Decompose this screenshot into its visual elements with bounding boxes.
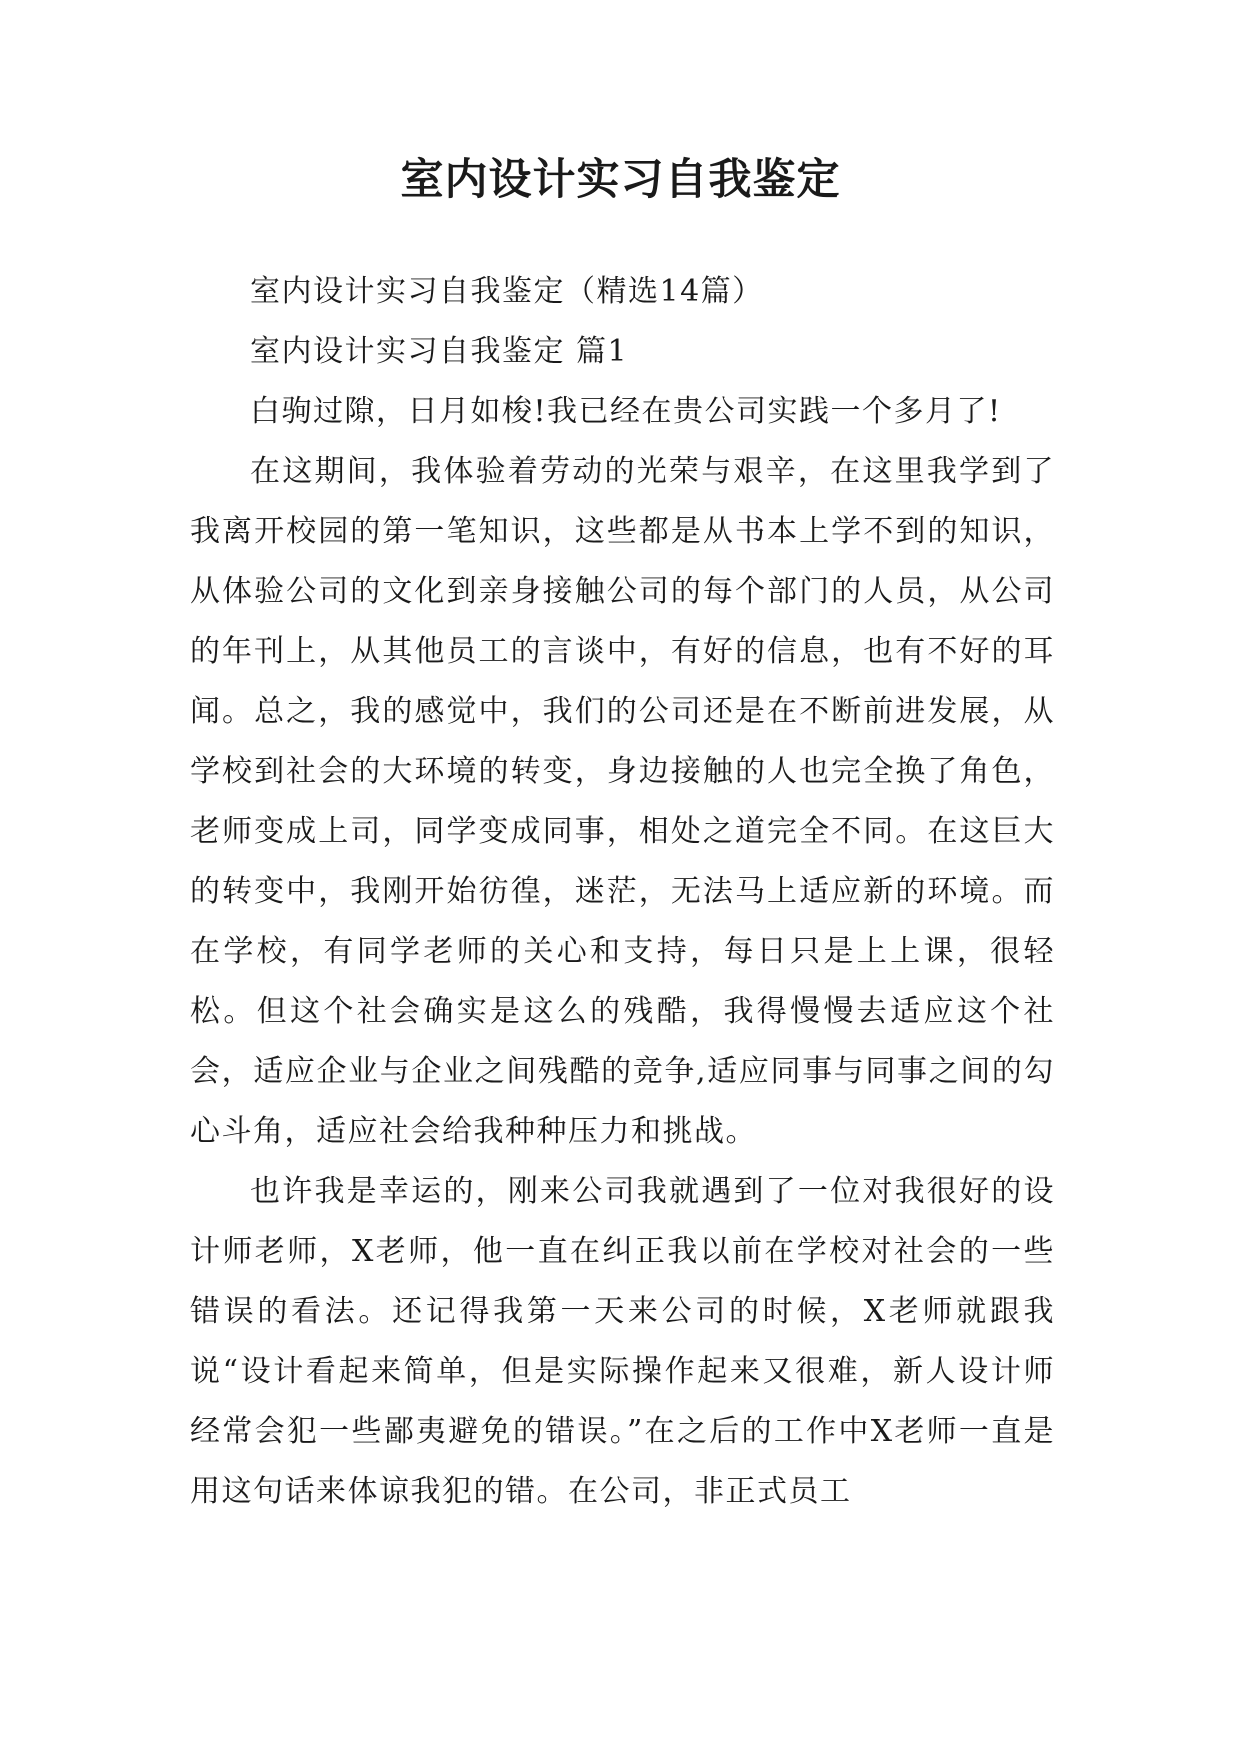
document-title: 室内设计实习自我鉴定 <box>400 155 841 205</box>
paragraph: 白驹过隙，日月如梭!我已经在贵公司实践一个多月了! <box>250 394 1002 429</box>
paragraph: 在这期间，我体验着劳动的光荣与艰辛，在这里我学到了我离开校园的第一笔知识，这些都是从书本上学不到的知识，从体验公司的文化到亲身接触公司的每个部门的人员，从公司的年刊上，从其他员工的言谈中，有好的信息，也有不好的耳闻。总之，我的感觉中，我们的公司还是在不断前进发展，从学校到社会的大环境的转变，身边接触的人也完全换了角色，老师变成上司，同学变成同事，相处之道完全不同。在这巨大的转变中，我刚开始彷徨，迷茫，无法马上适应新的环境。而在学校，有同学老师的关心和支持，每日只是上上课，很轻松。但这个社会确实是这么的残酷，我得慢慢去适应这个社会，适应企业与企业之间残酷的竞争,适应同事与同事之间的勾心斗角，适应社会给我种种压力和挑战。 <box>190 454 1055 1149</box>
paragraph: 也许我是幸运的，刚来公司我就遇到了一位对我很好的设计师老师，X老师，他一直在纠正我以前在学校对社会的一些错误的看法。还记得我第一天来公司的时候，X老师就跟我说“设计看起来简单，但是实际操作起来又很难，新人设计师经常会犯一些鄙夷避免的错误。”在之后的工作中X老师一直是用这句话来体谅我犯的错。在公司，非正式员工 <box>190 1174 1055 1509</box>
section-heading: 室内设计实习自我鉴定 篇1 <box>250 334 629 369</box>
document-body <box>190 262 1055 1522</box>
document-subtitle: 室内设计实习自我鉴定（精选14篇） <box>250 274 764 309</box>
